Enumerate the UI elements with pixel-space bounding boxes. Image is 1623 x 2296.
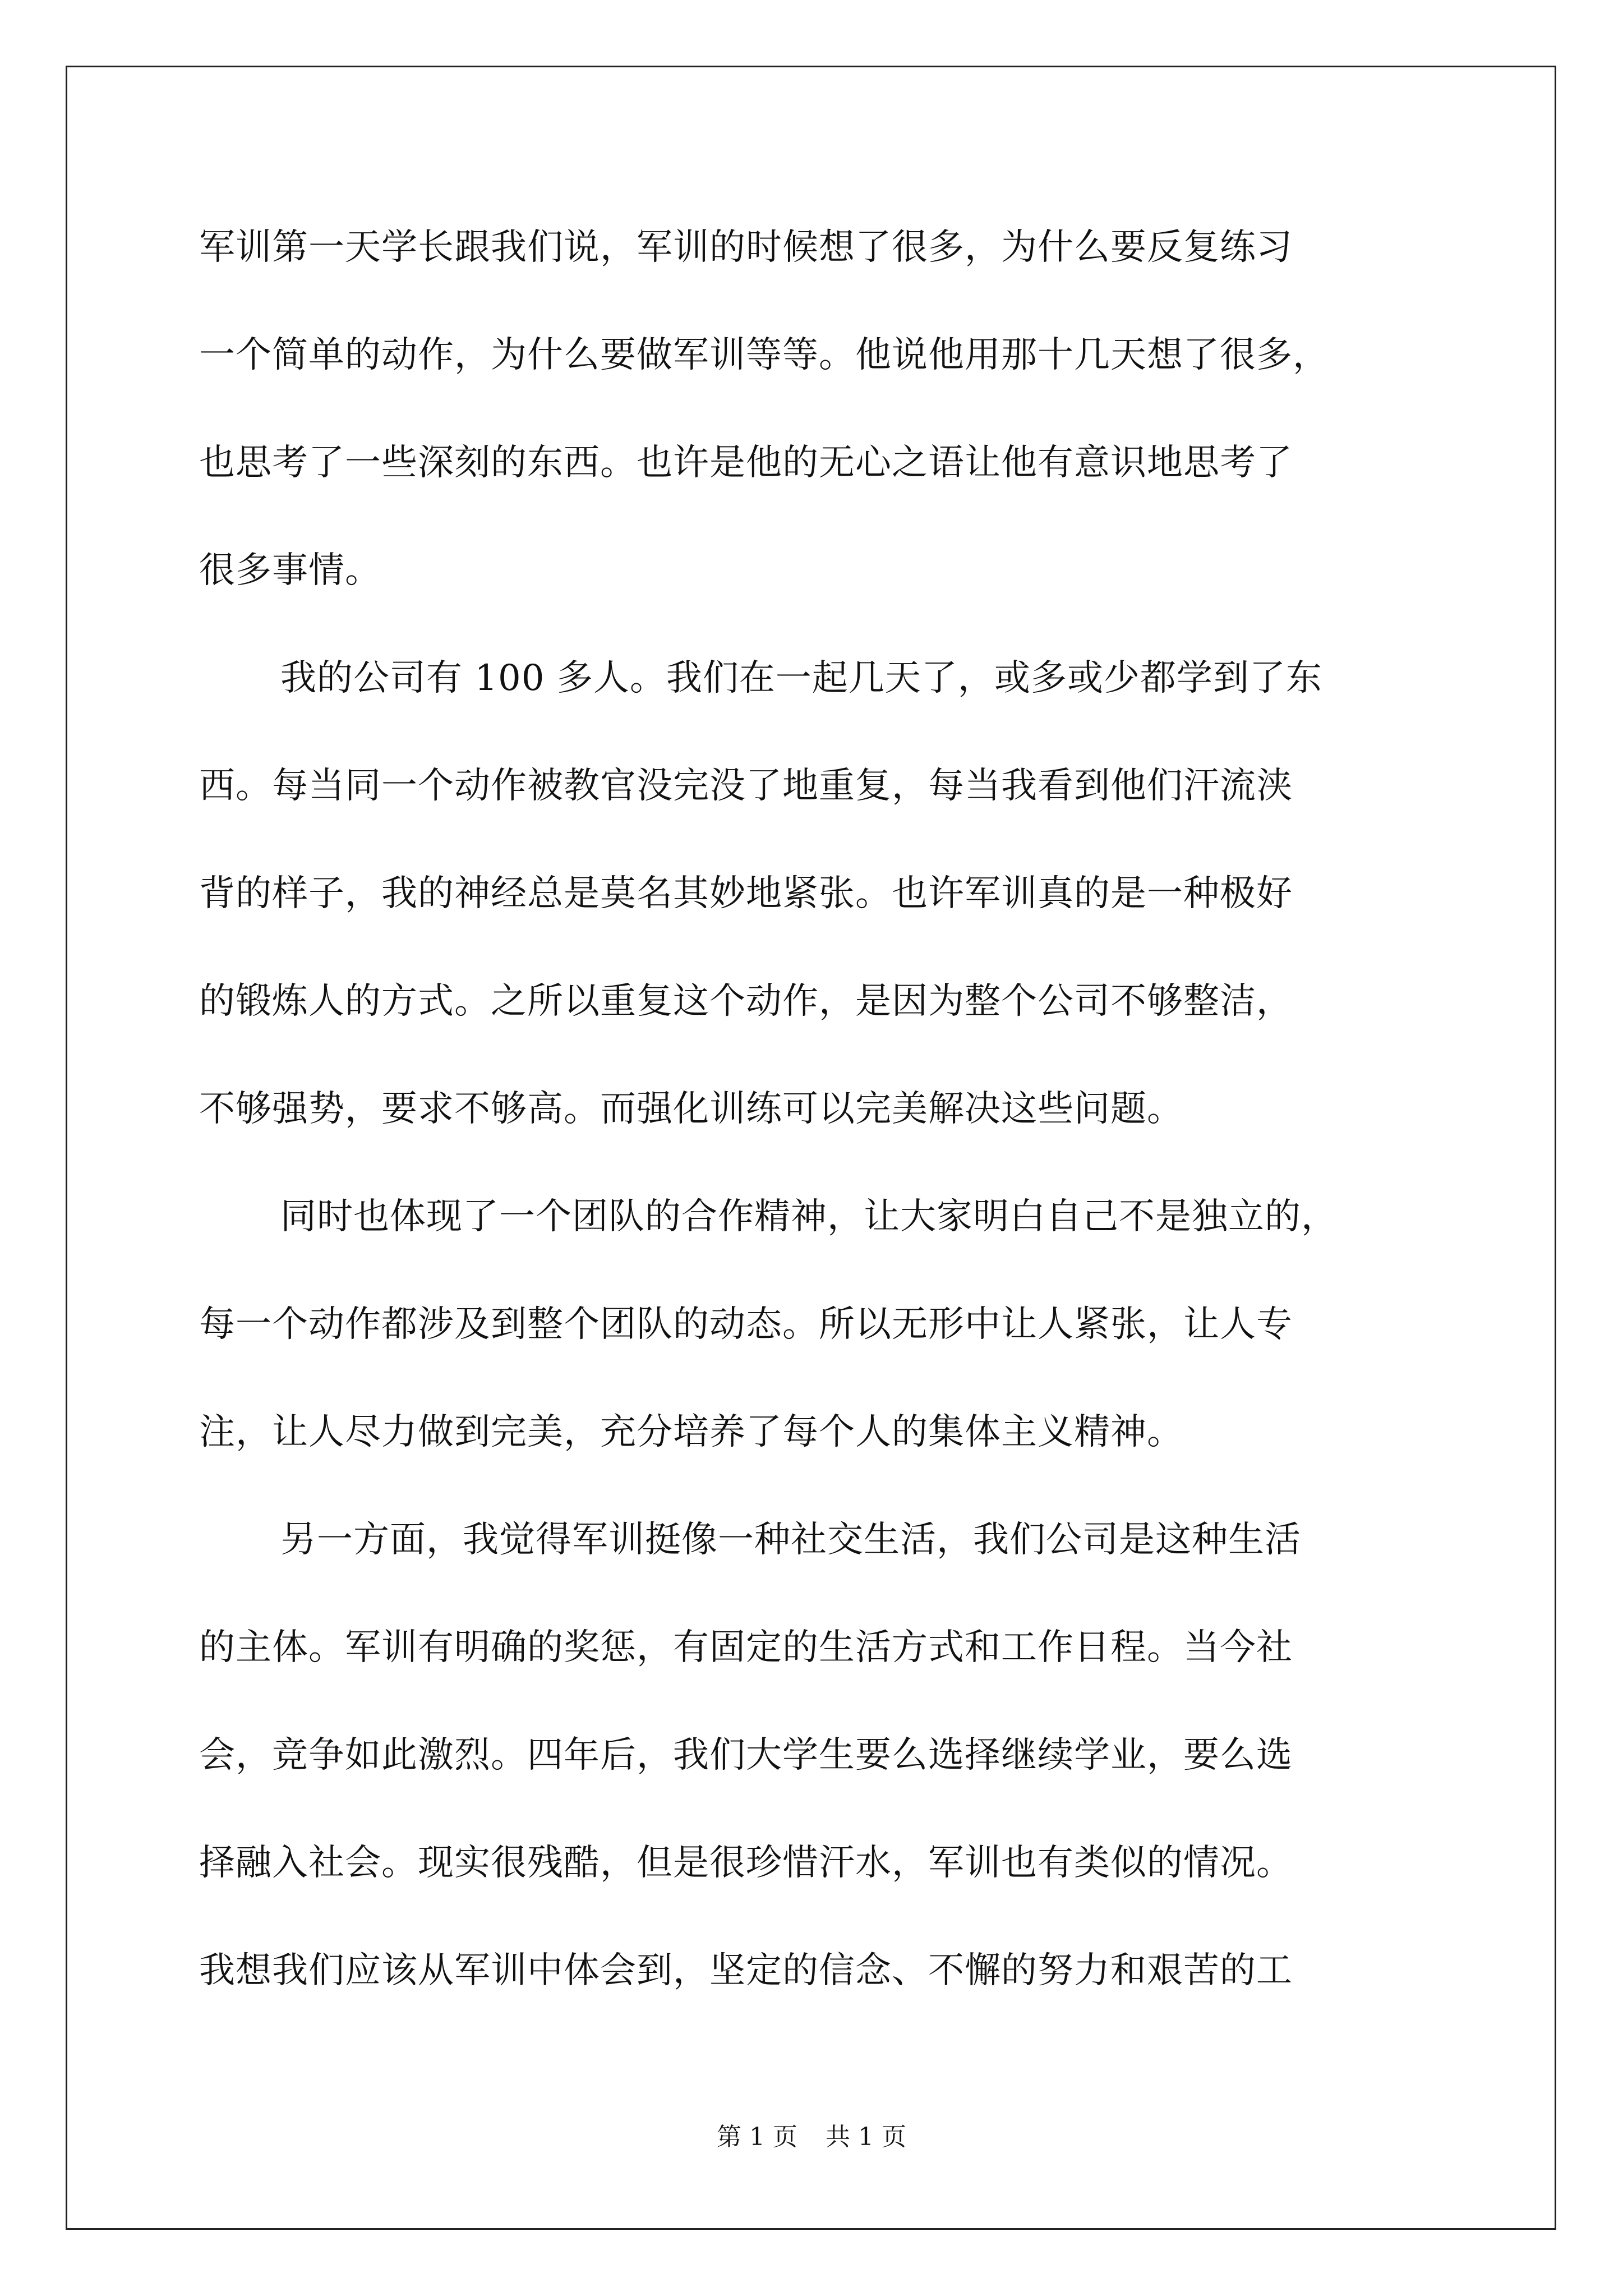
text-line: 的锻炼人的方式。之所以重复这个动作，是因为整个公司不够整洁， — [199, 981, 1293, 1022]
text-line: 也思考了一些深刻的东西。也许是他的无心之语让他有意识地思考了 — [199, 442, 1293, 484]
text-line: 一个简单的动作，为什么要做军训等等。他说他用那十几天想了很多， — [199, 334, 1329, 376]
text-line: 很多事情。 — [199, 550, 381, 591]
text-line: 军训第一天学长跟我们说，军训的时候想了很多，为什么要反复练习 — [199, 227, 1293, 268]
text-line: 我想我们应该从军训中体会到，坚定的信念、不懈的努力和艰苦的工 — [199, 1950, 1293, 1991]
document-body — [199, 211, 1450, 2042]
text-line: 每一个动作都涉及到整个团队的动态。所以无形中让人紧张，让人专 — [199, 1304, 1293, 1345]
paragraph-start-line: 同时也体现了一个团队的合作精神，让大家明白自己不是独立的， — [280, 1196, 1338, 1237]
text-line: 的主体。军训有明确的奖惩，有固定的生活方式和工作日程。当今社 — [199, 1627, 1293, 1668]
text-line: 会，竞争如此激烈。四年后，我们大学生要么选择继续学业，要么选 — [199, 1734, 1293, 1776]
page-footer — [0, 2120, 1623, 2154]
text-line: 不够强势，要求不够高。而强化训练可以完美解决这些问题。 — [199, 1088, 1183, 1130]
text-line: 背的样子，我的神经总是莫名其妙地紧张。也许军训真的是一种极好 — [199, 873, 1293, 914]
text-line: 注，让人尽力做到完美，充分培养了每个人的集体主义精神。 — [199, 1411, 1183, 1453]
text-line: 西。每当同一个动作被教官没完没了地重复，每当我看到他们汗流浃 — [199, 765, 1293, 807]
paragraph-start-line: 我的公司有 100 多人。我们在一起几天了，或多或少都学到了东 — [280, 657, 1322, 699]
page-total: 共 1 页 — [826, 2123, 906, 2151]
paragraph-start-line: 另一方面，我觉得军训挺像一种社交生活，我们公司是这种生活 — [280, 1519, 1301, 1561]
text-line: 择融入社会。现实很残酷，但是很珍惜汗水，军训也有类似的情况。 — [199, 1842, 1293, 1884]
page-number: 第 1 页 — [717, 2123, 797, 2151]
